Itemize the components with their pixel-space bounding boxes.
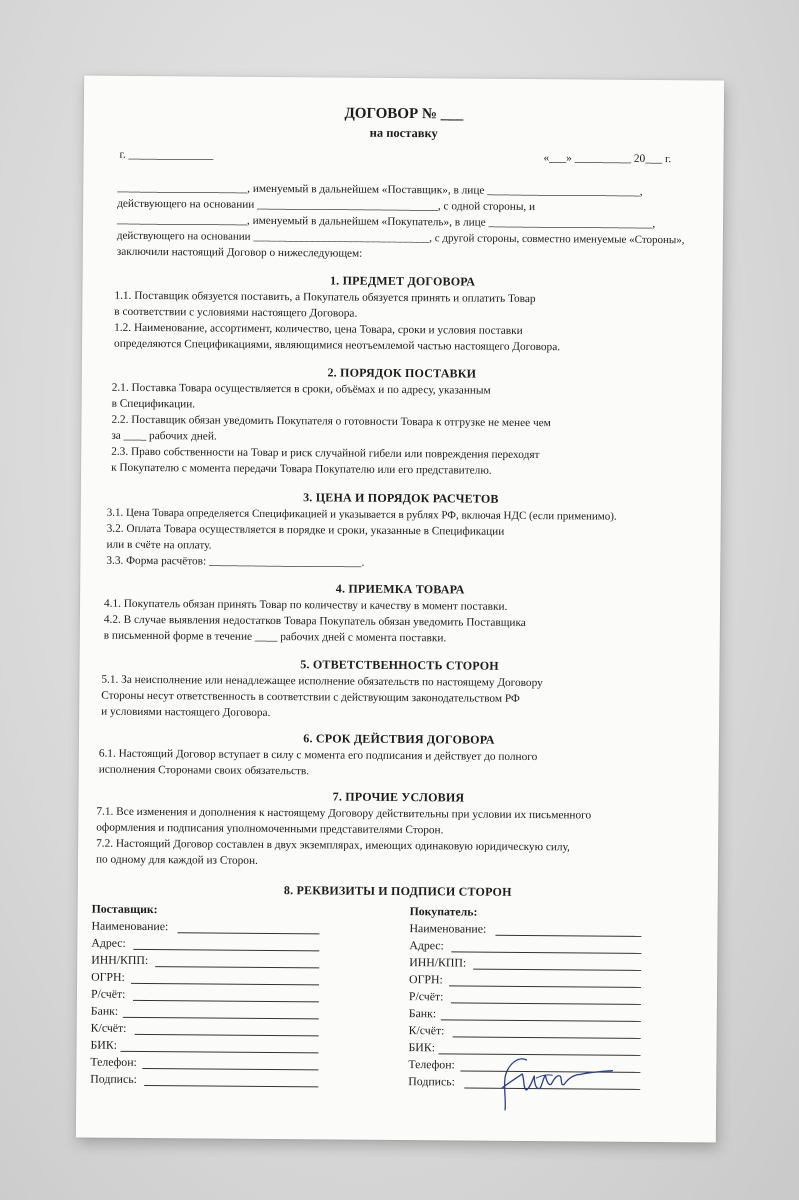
section-line: 7.2. Настоящий Договор составлен в двух экземплярах, имеющих одинаковую юридическую силу, — [96, 837, 570, 854]
buyer-account-line — [451, 1002, 641, 1004]
buyer-ogrn-label: ОГРН: — [409, 972, 443, 987]
supplier-corr-account-label: К/счёт: — [90, 1020, 127, 1035]
section-line: 2.3. Право собственности на Товар и риск случайной гибели или повреждения переходят — [111, 445, 540, 462]
buyer-name-label: Наименование: — [409, 921, 487, 936]
section-heading: 5. ОТВЕТСТВЕННОСТЬ СТОРОН — [300, 657, 499, 673]
section-line: 1.2. Наименование, ассортимент, количество, цена Товара, сроки и условия поставки — [114, 321, 523, 337]
buyer-inn-label: ИНН/КПП: — [409, 955, 467, 970]
supplier-bik-label: БИК: — [90, 1037, 118, 1052]
buyer-phone-label: Телефон: — [408, 1057, 455, 1072]
buyer-corr-account-label: К/счёт: — [408, 1023, 445, 1038]
supplier-title: Поставщик: — [91, 901, 158, 917]
section-heading: 2. ПОРЯДОК ПОСТАВКИ — [327, 365, 477, 381]
supplier-ogrn-label: ОГРН: — [91, 969, 125, 984]
buyer-inn-line — [473, 969, 641, 971]
section-line: 7.1. Все изменения и дополнения к настоящему Договору действительны при условии их письменного — [96, 805, 592, 822]
contract-sheet — [76, 76, 724, 1143]
section-line: и условиями настоящего Договора. — [101, 705, 271, 719]
supplier-phone-line — [142, 1068, 318, 1070]
section-line: по одному для каждой из Сторон. — [95, 853, 258, 867]
buyer-bank-line — [441, 1019, 641, 1022]
buyer-name-line — [495, 935, 641, 937]
section-line: в письменной форме в течение ____ рабочих дней с момента поставки. — [103, 629, 447, 645]
supplier-bank-line — [123, 1017, 319, 1020]
section-line: 3.3. Форма расчётов: ___________________________. — [106, 554, 365, 569]
supplier-address-line — [133, 949, 319, 951]
section-line: 2.1. Поставка Товара осуществляется в сроки, объёмах и по адресу, указанным — [111, 381, 491, 397]
supplier-account-label: Р/счёт: — [90, 986, 126, 1001]
section-line: исполнения Сторонами своих обязательств. — [98, 763, 310, 778]
section-line: за ____ рабочих дней. — [111, 429, 217, 443]
section-line: к Покупателю с момента передачи Товара Покупателю или его представителю. — [111, 461, 492, 477]
buyer-ogrn-line — [449, 985, 641, 988]
section-line: 3.1. Цена Товара определяется Спецификацией и указывается в рублях РФ, включая НДС (если применимо). — [106, 506, 617, 523]
section-line: в соответствии с условиями настоящего Договора. — [114, 305, 358, 320]
supplier-name-label: Наименование: — [91, 918, 169, 934]
section-line: в Спецификации. — [111, 397, 196, 411]
buyer-bank-label: Банк: — [408, 1006, 437, 1021]
handwritten-signature-icon — [496, 1044, 617, 1117]
intro-line: действующего на основании ________________________________, с одной стороны, и — [117, 197, 536, 214]
intro-line: _______________________, именуемый в дальнейшем «Поставщик», в лице ___________________________, — [117, 181, 643, 198]
supplier-address-label: Адрес: — [91, 935, 126, 950]
section-heading: 3. ЦЕНА И ПОРЯДОК РАСЧЕТОВ — [303, 490, 499, 506]
buyer-bik-label: БИК: — [408, 1040, 436, 1055]
section-line: 1.1. Поставщик обязуется поставить, а Покупатель обязуется принять и оплатить Товар — [114, 289, 536, 306]
buyer-signature-label: Подпись: — [408, 1074, 455, 1089]
city-field: г. _______________ — [119, 148, 214, 162]
intro-line: действующего на основании ________________________________, с другой стороны, совместно именуемые «Стороны», — [116, 229, 685, 247]
section-heading: 1. ПРЕДМЕТ ДОГОВОРА — [329, 273, 476, 289]
section-line: оформления и подписания уполномоченными представителями Сторон. — [96, 821, 444, 837]
supplier-bank-label: Банк: — [90, 1003, 119, 1018]
document-subtitle: на поставку — [369, 125, 438, 141]
supplier-name-line — [177, 932, 319, 934]
section-line: 6.1. Настоящий Договор вступает в силу с момента его подписания и действует до полного — [98, 747, 538, 764]
supplier-inn-line — [155, 966, 319, 968]
supplier-account-line — [133, 1000, 319, 1002]
requisites-heading: 8. РЕКВИЗИТЫ И ПОДПИСИ СТОРОН — [283, 883, 512, 899]
supplier-signature-label: Подпись: — [90, 1071, 137, 1086]
section-line: определяются Спецификациями, являющимися неотъемлемой частью настоящего Договора. — [114, 337, 561, 354]
intro-line: _______________________, именуемый в дальнейшем «Покупатель», в лице _____________________________, — [117, 213, 656, 230]
section-heading: 7. ПРОЧИЕ УСЛОВИЯ — [332, 789, 465, 805]
buyer-address-label: Адрес: — [409, 938, 444, 953]
buyer-corr-account-line — [453, 1036, 641, 1038]
date-field: «___» __________ 20___ г. — [543, 152, 672, 166]
section-line: 2.2. Поставщик обязан уведомить Покупателя о готовности Товара к отгрузке не менее чем — [111, 413, 551, 430]
section-line: 4.1. Покупатель обязан принять Товар по количеству и качеству в момент поставки. — [103, 597, 508, 613]
supplier-signature-line — [144, 1085, 318, 1087]
section-heading: 4. ПРИЕМКА ТОВАРА — [335, 581, 465, 597]
buyer-title: Покупатель: — [409, 904, 478, 919]
buyer-account-label: Р/счёт: — [408, 989, 444, 1004]
section-line: Стороны несут ответственность в соответствии с действующим законодательством РФ — [101, 689, 520, 705]
supplier-inn-label: ИНН/КПП: — [91, 952, 149, 968]
intro-line: заключили настоящий Договор о нижеследующем: — [116, 245, 363, 260]
buyer-address-line — [451, 951, 641, 953]
section-line: 5.1. За неисполнение или ненадлежащее исполнение обязательств по настоящему Договору — [101, 673, 543, 690]
supplier-phone-label: Телефон: — [90, 1054, 137, 1069]
section-line: 4.2. В случае выявления недостатков Товара Покупатель обязан уведомить Поставщика — [103, 613, 526, 629]
supplier-bik-line — [121, 1051, 319, 1054]
supplier-corr-account-line — [135, 1034, 319, 1036]
section-line: 3.2. Оплата Товара осуществляется в порядке и сроки, указанные в Спецификации — [106, 522, 505, 538]
document-title: ДОГОВОР № ___ — [344, 105, 464, 123]
supplier-ogrn-line — [131, 983, 319, 985]
section-line: или в счёте на оплату. — [106, 538, 212, 552]
section-heading: 6. СРОК ДЕЙСТВИЯ ДОГОВОРА — [303, 731, 495, 747]
